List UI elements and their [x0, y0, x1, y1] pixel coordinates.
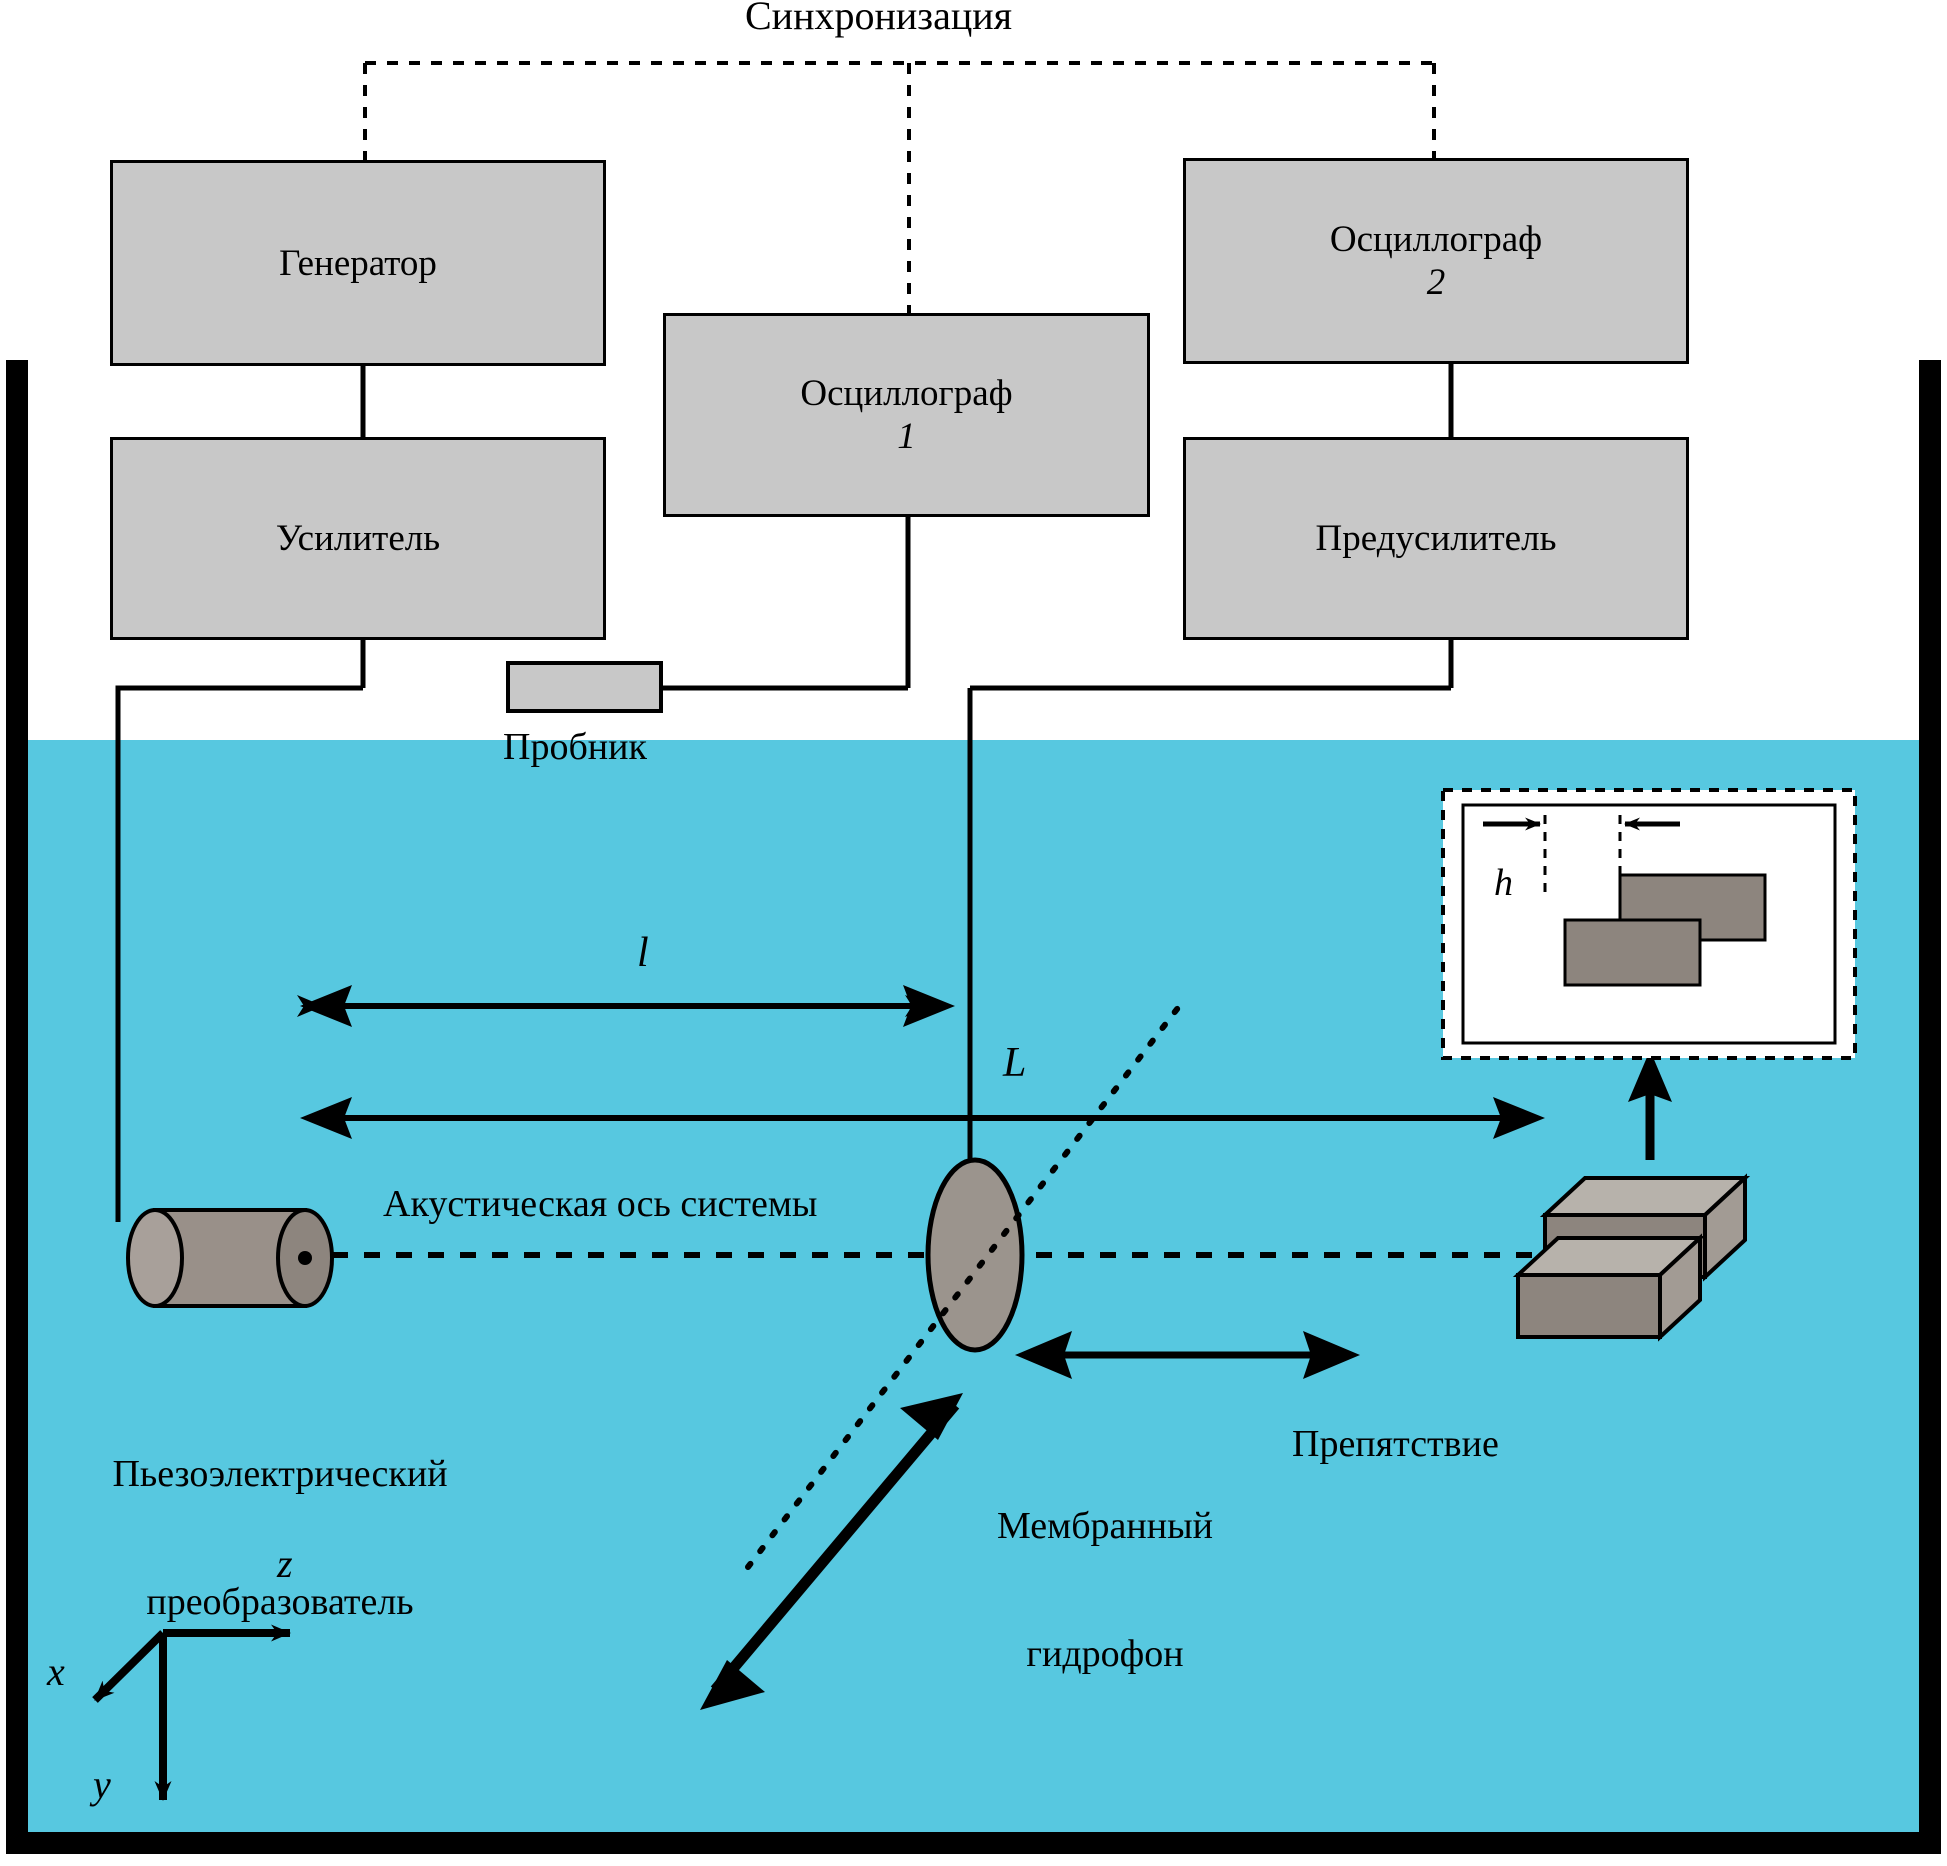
piezo-transducer-label [70, 1368, 490, 1708]
obstacle-label: Препятствие [1292, 1423, 1499, 1465]
inset-panel [1443, 790, 1855, 1058]
sync-label: Синхронизация [745, 0, 1013, 38]
block-oscilloscope-1-label: Осциллограф [800, 373, 1013, 414]
acoustic-axis-label: Акустическая ось системы [383, 1183, 818, 1225]
membrane-hydrophone-label-line2: гидрофон [1026, 1632, 1184, 1675]
probe-label: Пробник [503, 726, 647, 768]
block-oscilloscope-1-index: 1 [897, 416, 916, 457]
block-oscilloscope-2-label: Осциллограф [1329, 219, 1543, 260]
block-preamplifier[interactable] [1183, 437, 1689, 640]
probe-device [508, 663, 661, 711]
block-preamplifier-label: Предусилитель [1315, 518, 1557, 559]
dimension-L-label: L [1003, 1040, 1027, 1086]
block-oscilloscope-2[interactable] [1183, 158, 1689, 364]
block-amplifier-label: Усилитель [275, 518, 441, 559]
membrane-hydrophone-label-line1: Мембранный [997, 1505, 1213, 1548]
piezo-transducer-label-line1: Пьезоэлектрический [112, 1453, 448, 1496]
axis-z-label: z [277, 1541, 293, 1586]
axis-x-label: x [47, 1649, 65, 1694]
dimension-h-label: h [1494, 862, 1513, 904]
dimension-l-label: l [637, 930, 649, 976]
axis-y-label: y [93, 1762, 111, 1807]
membrane-hydrophone [928, 1160, 1022, 1350]
block-oscilloscope-1[interactable] [663, 313, 1150, 517]
block-generator[interactable] [110, 160, 606, 366]
membrane-hydrophone-label [960, 1420, 1250, 1760]
block-oscilloscope-2-index: 2 [1426, 262, 1446, 303]
block-generator-label: Генератор [279, 242, 437, 284]
piezo-transducer-label-line2: преобразователь [146, 1580, 414, 1623]
block-amplifier[interactable] [110, 437, 606, 640]
piezo-transducer [128, 1210, 332, 1306]
